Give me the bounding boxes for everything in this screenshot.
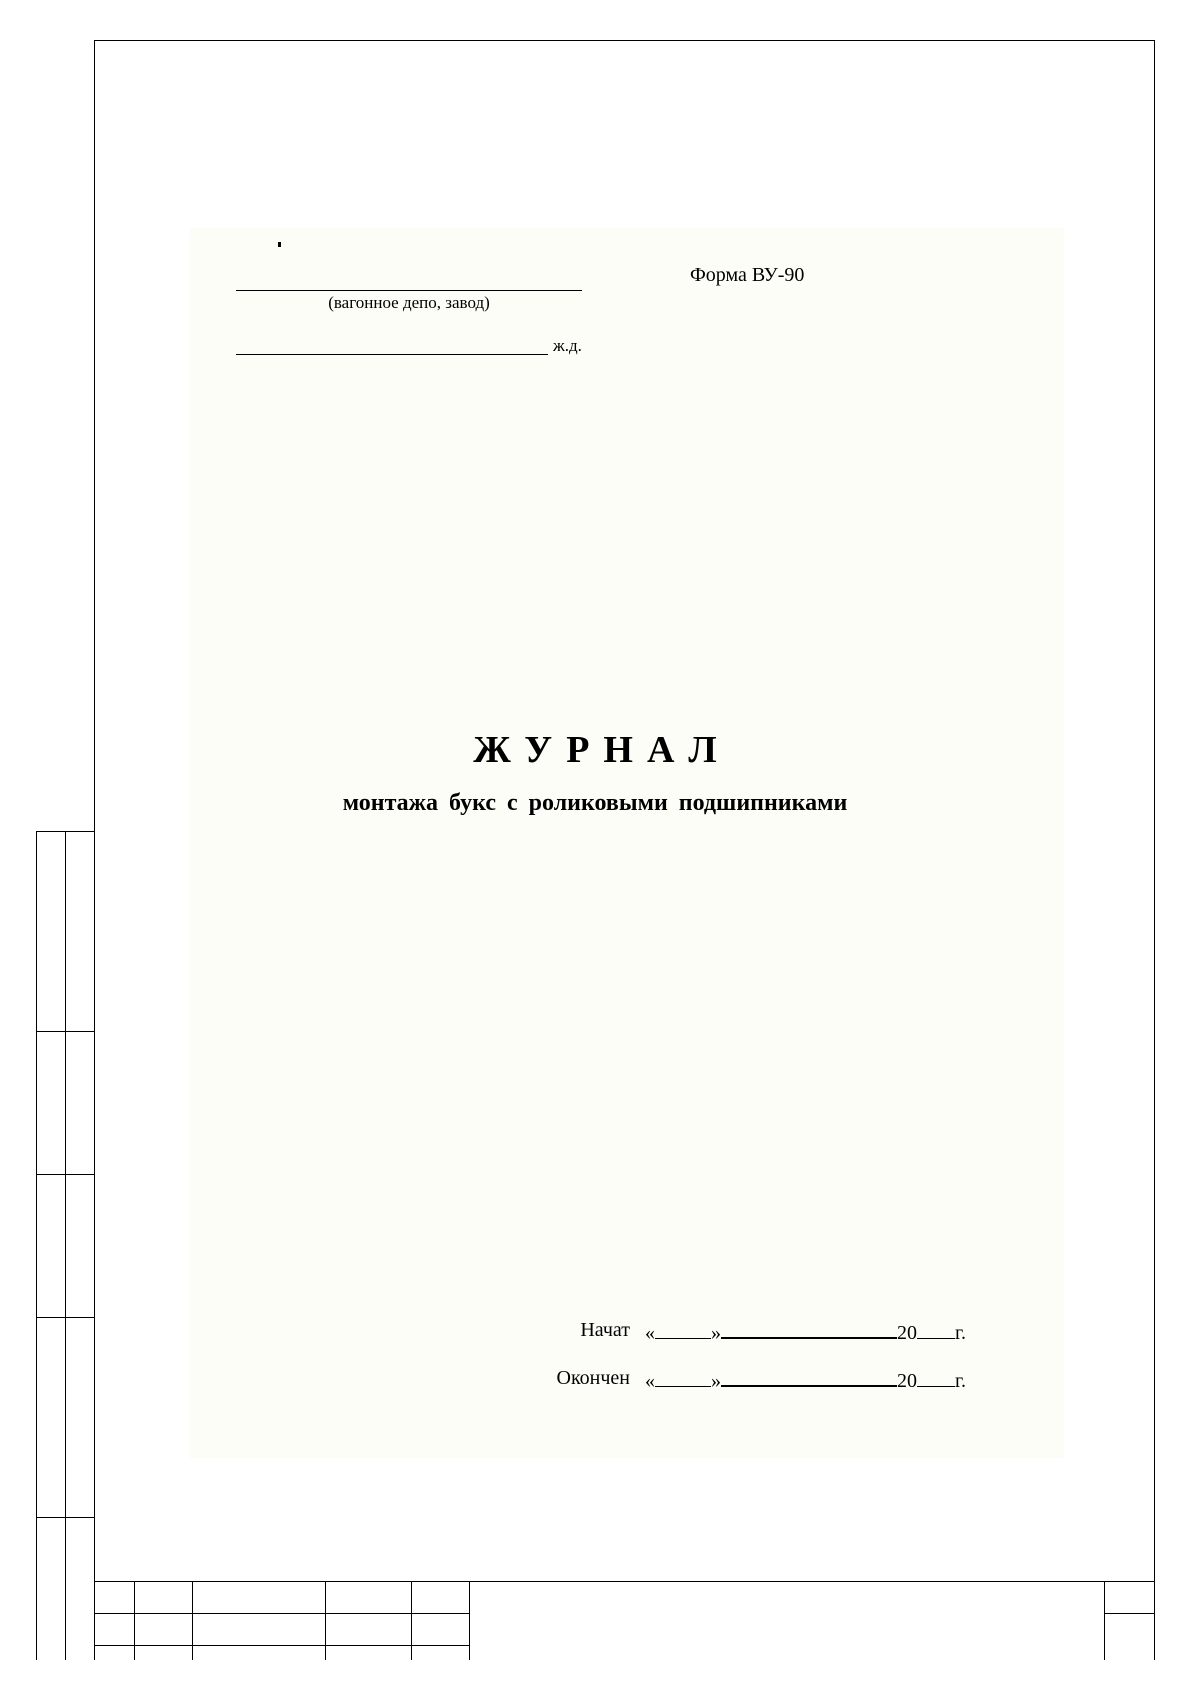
scanned-sheet — [190, 228, 1064, 1458]
title-block-col-line — [134, 1581, 135, 1660]
frame-top-border — [94, 40, 1154, 41]
strip-inner-line — [65, 831, 66, 1660]
depot-blank-line — [236, 290, 582, 291]
title-block-row-line — [94, 1613, 469, 1614]
open-quote: « — [645, 1322, 655, 1344]
frame-right-border — [1154, 40, 1155, 1660]
month-blank — [721, 1319, 897, 1339]
form-label: Форма ВУ-90 — [690, 264, 805, 286]
year-blank — [917, 1368, 955, 1387]
title-block-row-line — [94, 1645, 469, 1646]
title-block-col-line — [411, 1581, 412, 1660]
close-quote: » — [711, 1322, 721, 1344]
started-date-row — [645, 1319, 966, 1345]
year-prefix: 20 — [897, 1322, 917, 1344]
strip-divider — [36, 831, 94, 832]
finished-label: Окончен — [556, 1367, 630, 1389]
open-quote: « — [645, 1370, 655, 1392]
depot-caption: (вагонное депо, завод) — [328, 293, 490, 312]
strip-outer-line — [36, 831, 37, 1660]
frame-left-border — [94, 40, 95, 1660]
title-block-col-line — [192, 1581, 193, 1660]
title-block-col-line — [1104, 1581, 1105, 1660]
scan-speck — [278, 242, 281, 247]
strip-divider — [36, 1517, 94, 1518]
year-suffix: г. — [955, 1370, 966, 1392]
strip-divider — [36, 1031, 94, 1032]
title-block-col-line — [469, 1581, 470, 1660]
close-quote: » — [711, 1370, 721, 1392]
strip-divider — [36, 1174, 94, 1175]
journal-title: ЖУРНАЛ — [473, 729, 731, 771]
railway-blank-line — [236, 354, 548, 355]
finished-date-row — [645, 1367, 966, 1393]
year-suffix: г. — [955, 1322, 966, 1344]
railway-suffix: ж.д. — [553, 336, 582, 355]
title-block-col-line — [325, 1581, 326, 1660]
year-blank — [917, 1320, 955, 1339]
title-block-row-line — [1104, 1613, 1154, 1614]
month-blank — [721, 1367, 897, 1387]
started-label: Начат — [580, 1319, 630, 1341]
strip-divider — [36, 1317, 94, 1318]
year-prefix: 20 — [897, 1370, 917, 1392]
title-block-top-line — [94, 1581, 1154, 1582]
day-blank — [655, 1320, 711, 1339]
journal-subtitle: монтажа букс с роликовыми подшипниками — [342, 790, 848, 816]
day-blank — [655, 1368, 711, 1387]
